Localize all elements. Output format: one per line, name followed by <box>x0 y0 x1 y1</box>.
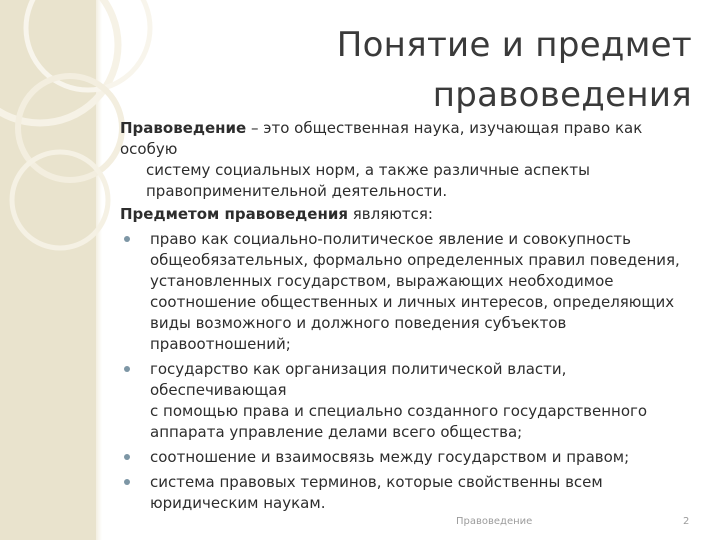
item-line: общеобязательных, формально определенных правил поведения, <box>150 251 680 269</box>
footer-title: Правоведение <box>456 516 533 527</box>
bullet-icon <box>124 454 130 460</box>
definition-line-3: правоприменительной деятельности. <box>146 182 448 200</box>
list-item <box>120 359 695 443</box>
title-line-2: правоведения <box>432 75 692 115</box>
definition-line-2: систему социальных норм, а также различные аспекты <box>146 161 590 179</box>
slide-footer <box>0 514 720 534</box>
list-item <box>120 472 695 514</box>
bullet-icon <box>124 479 130 485</box>
item-line: виды возможного и должного поведения субъектов <box>150 314 567 332</box>
bullet-icon <box>124 236 130 242</box>
item-line: аппарата управление делами всего общества; <box>150 423 523 441</box>
ring-decoration <box>0 0 118 123</box>
definition-paragraph <box>120 118 695 202</box>
item-line: государство как организация политической власти, обеспечивающая <box>150 360 567 399</box>
item-line: юридическим наукам. <box>150 494 326 512</box>
definition-term: Правоведение <box>120 119 247 137</box>
item-line: соотношение и взаимосвязь между государством и правом; <box>150 448 630 466</box>
subject-heading <box>120 204 695 225</box>
title-line-1: Понятие и предмет <box>336 25 692 65</box>
item-line: право как социально-политическое явление и совокупность <box>150 230 631 248</box>
bullet-icon <box>124 366 130 372</box>
ring-decoration <box>12 152 108 248</box>
subject-list <box>120 229 695 514</box>
item-line: установленных государством, выражающих необходимое <box>150 272 614 290</box>
item-line: правоотношений; <box>150 335 291 353</box>
item-line: система правовых терминов, которые свойственны всем <box>150 473 603 491</box>
list-item <box>120 229 695 355</box>
ring-decoration <box>18 76 122 180</box>
slide-body <box>120 118 695 518</box>
item-line: соотношение общественных и личных интересов, определяющих <box>150 293 675 311</box>
list-item <box>120 447 695 468</box>
definition-text: – это общественная наука, изучающая право как особую <box>120 119 643 158</box>
subject-heading-rest: являются: <box>347 205 433 223</box>
page-number: 2 <box>683 516 690 527</box>
definition-first-line <box>120 118 695 160</box>
slide-title <box>232 20 692 120</box>
subject-heading-bold: Предметом правоведения <box>120 205 348 223</box>
item-line: с помощью права и специально созданного государственного <box>150 402 648 420</box>
